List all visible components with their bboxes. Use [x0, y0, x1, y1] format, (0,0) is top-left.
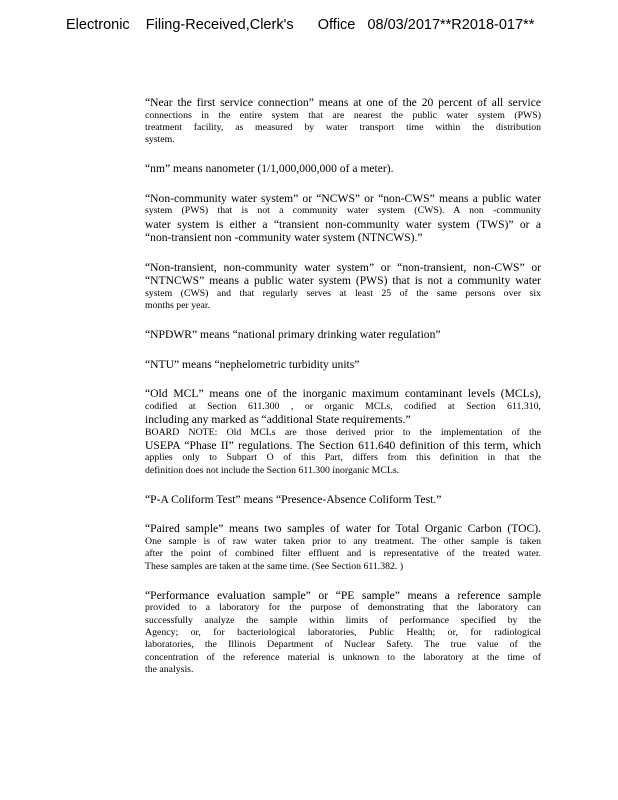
definition-old-mcl	[145, 387, 541, 477]
definition-ncws	[145, 192, 541, 245]
definition-line: provided to a laboratory for the purpose of demonstrating that the laboratory can	[145, 602, 541, 614]
definition-near-first	[145, 96, 541, 146]
definition-line: including any marked as “additional State requirements.”	[145, 413, 411, 427]
definition-ntu	[145, 358, 541, 372]
definition-line: system (CWS) and that regularly serves at least 25 of the same persons over six	[145, 287, 541, 299]
definition-line: codified at Section 611.300 , or organic MCLs, codified at Section 611.310,	[145, 400, 541, 412]
definition-line: “P-A Coliform Test” means “Presence-Absence Coliform Test.”	[145, 492, 442, 506]
definition-line: water system is either a “transient non-community water system (TWS)” or a	[145, 217, 541, 231]
definition-line: successfully analyze the sample within limits of performance specified by the	[145, 614, 541, 626]
definition-line: after the point of combined filter effluent and is representative of the treated water.	[145, 548, 541, 560]
definition-line: “NPDWR” means “national primary drinking water regulation”	[145, 328, 441, 342]
definition-line: applies only to Subpart O of this Part, differs from this definition in that the	[145, 452, 541, 464]
definition-line: system (PWS) that is not a community water system (CWS). A non -community	[145, 205, 541, 217]
definitions-body	[145, 96, 541, 692]
definition-ntncws	[145, 261, 541, 313]
definition-line: the analysis.	[145, 663, 194, 675]
definition-line: BOARD NOTE: Old MCLs are those derived prior to the implementation of the	[145, 426, 541, 438]
definition-nm	[145, 162, 541, 176]
definition-line: “NTU” means “nephelometric turbidity units”	[145, 357, 360, 371]
definition-line: months per year.	[145, 299, 211, 311]
definition-line: “Near the first service connection” means at one of the 20 percent of all service	[145, 96, 541, 109]
definition-line: “Non-transient, non-community water system” or “non-transient, non-CWS” or	[145, 260, 541, 274]
definition-line: Agency; or, for bacteriological laboratories, Public Health; or, for radiological	[145, 626, 541, 638]
definition-line: connections in the entire system that are nearest the public water system (PWS)	[145, 109, 541, 121]
definition-line: concentration of the reference material is unknown to the laboratory at the time of	[145, 651, 541, 663]
definition-line: “Performance evaluation sample” or “PE sample” means a reference sample	[145, 588, 541, 602]
definition-line: treatment facility, as measured by water transport time within the distribution	[145, 121, 541, 133]
definition-line: USEPA “Phase II” regulations. The Section 611.640 definition of this term, which	[145, 438, 541, 452]
definition-line: system.	[145, 134, 175, 146]
electronic-filing-header: Electronic Filing-Received,Clerk's Office 08/03/2017**R2018-017**	[66, 17, 535, 33]
definition-npdwr	[145, 328, 541, 342]
definition-pa-coliform	[145, 493, 541, 507]
definition-line: These samples are taken at the same time. (See Section 611.382. )	[145, 560, 404, 572]
definition-line: definition does not include the Section 611.300 inorganic MCLs.	[145, 464, 400, 476]
definition-line: “Non-community water system” or “NCWS” or “non-CWS” means a public water	[145, 191, 541, 205]
definition-line: “non-transient non -community water system (NTNCWS).”	[145, 231, 423, 245]
definition-line: laboratories, the Illinois Department of Nuclear Safety. The true value of the	[145, 639, 541, 651]
definition-line: “Old MCL” means one of the inorganic maximum contaminant levels (MCLs),	[145, 387, 541, 401]
definition-paired-sample	[145, 522, 541, 572]
definition-line: One sample is of raw water taken prior to any treatment. The other sample is taken	[145, 535, 541, 547]
definition-line: “Paired sample” means two samples of water for Total Organic Carbon (TOC).	[145, 522, 541, 536]
definition-line: “NTNCWS” means a public water system (PWS) that is not a community water	[145, 274, 541, 288]
definition-pe-sample	[145, 589, 541, 676]
definition-line: “nm” means nanometer (1/1,000,000,000 of a meter).	[145, 162, 394, 176]
